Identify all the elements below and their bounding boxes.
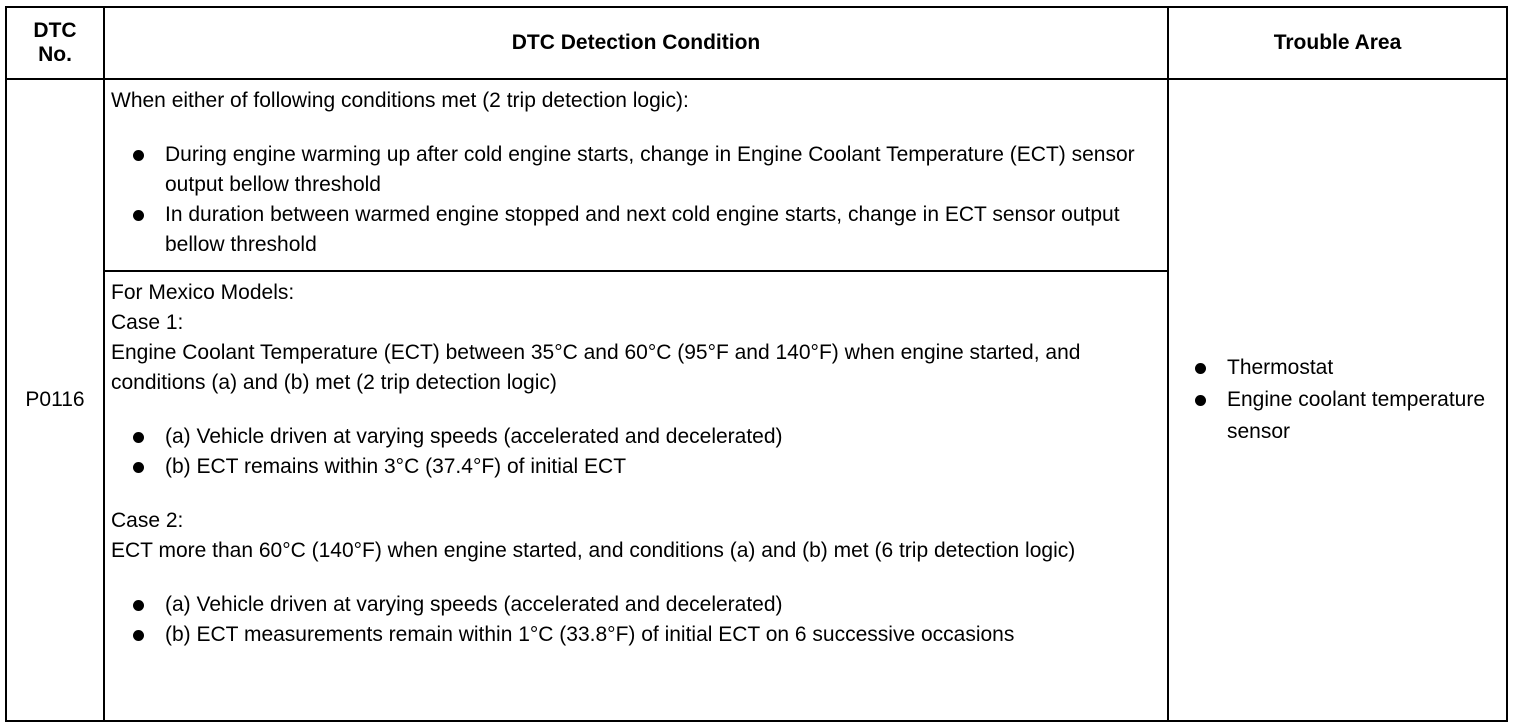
condition-intro: When either of following conditions met (2 trip detection logic):	[111, 89, 689, 112]
table-header-row	[6, 7, 1507, 79]
case2-label: Case 2:	[111, 509, 184, 532]
list-item: During engine warming up after cold engine starts, change in Engine Coolant Temperature (ECT) sensor output bellow threshold	[133, 140, 1163, 200]
mexico-heading: For Mexico Models:	[111, 281, 295, 304]
case2-bullet-list	[111, 590, 1163, 650]
case1-label: Case 1:	[111, 311, 184, 334]
header-detection-condition: DTC Detection Condition	[104, 7, 1168, 79]
header-dtc-no-line2: No.	[38, 43, 72, 66]
trouble-area-list	[1177, 352, 1498, 448]
list-item: (a) Vehicle driven at varying speeds (accelerated and decelerated)	[133, 590, 1163, 620]
dtc-code: P0116	[25, 388, 85, 411]
dtc-code-cell	[6, 79, 104, 721]
condition-block-mexico	[104, 271, 1168, 721]
list-item: Engine coolant temperature sensor	[1195, 384, 1498, 448]
header-dtc-no-line1: DTC	[33, 19, 77, 42]
dtc-table	[5, 6, 1508, 722]
list-item: (b) ECT remains within 3°C (37.4°F) of initial ECT	[133, 452, 1163, 482]
list-item: (a) Vehicle driven at varying speeds (accelerated and decelerated)	[133, 422, 1163, 452]
list-item: In duration between warmed engine stopped and next cold engine starts, change in ECT sensor output bellow threshold	[133, 200, 1163, 260]
trouble-area-cell	[1168, 79, 1507, 721]
list-item: Thermostat	[1195, 352, 1498, 384]
table-row	[6, 79, 1507, 271]
case1-text: Engine Coolant Temperature (ECT) between 35°C and 60°C (95°F and 140°F) when engine started, and conditions (a) and (b) met (2 trip detection logic)	[111, 341, 1081, 394]
condition-block-general	[104, 79, 1168, 271]
case2-text: ECT more than 60°C (140°F) when engine started, and conditions (a) and (b) met (6 trip detection logic)	[111, 539, 1076, 562]
list-item: (b) ECT measurements remain within 1°C (33.8°F) of initial ECT on 6 successive occasions	[133, 620, 1163, 650]
case1-bullet-list	[111, 422, 1163, 482]
condition-bullet-list	[111, 140, 1163, 260]
header-dtc-no	[6, 7, 104, 79]
header-trouble-area: Trouble Area	[1168, 7, 1507, 79]
